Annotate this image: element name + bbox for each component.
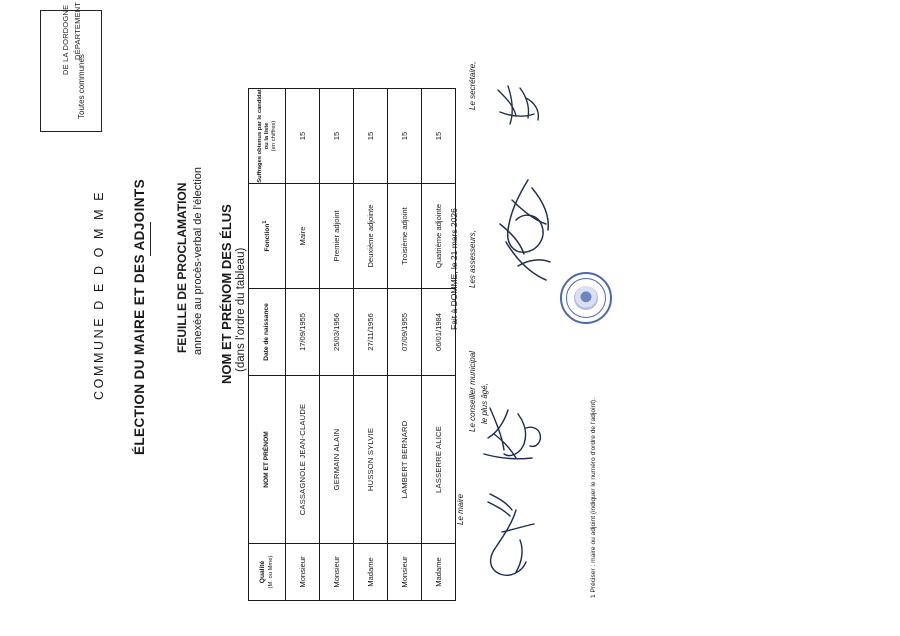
cell-suffrages: 15 <box>320 89 354 184</box>
cell-fonction: Premier adjoint <box>320 184 354 289</box>
stamp-emblem-icon <box>574 286 598 310</box>
department-line-1: DÉPARTEMENT <box>73 1 82 60</box>
col-qualite-label: Qualité <box>259 560 267 584</box>
cell-fonction: Maire <box>286 184 320 289</box>
table-row <box>354 89 388 601</box>
cell-naissance: 07/09/1955 <box>388 289 422 376</box>
cell-suffrages: 15 <box>388 89 422 184</box>
cell-suffrages: 15 <box>354 89 388 184</box>
col-nom <box>249 376 286 544</box>
col-qualite-sub: (M. ou Mme) <box>267 555 274 589</box>
title-separator <box>150 222 151 256</box>
assessor-signature-ink-1 <box>488 170 568 290</box>
col-suffrages <box>249 89 286 184</box>
proclamation-table-wrap <box>248 88 456 601</box>
place-date: Fait à DOMME, le 21 mars 2026 <box>449 208 459 330</box>
cell-naissance: 06/01/1984 <box>422 289 456 376</box>
col-qualite <box>249 544 286 601</box>
table-row <box>320 89 354 601</box>
cell-fonction: Troisième adjoint <box>388 184 422 289</box>
footnote: 1 Préciser : maire ou adjoint (indiquer le numéro d'ordre de l'adjoint). <box>590 397 597 598</box>
cell-suffrages: 15 <box>286 89 320 184</box>
elected-title: NOM ET PRÉNOM DES ÉLUS <box>219 204 234 384</box>
cell-nom: CASSAGNOLE JEAN-CLAUDE <box>286 376 320 544</box>
col-fonction-note: 1 <box>262 220 269 224</box>
sheet-title: FEUILLE DE PROCLAMATION <box>175 182 189 353</box>
col-fonction <box>249 184 286 289</box>
cell-qualite: Madame <box>354 544 388 601</box>
cell-nom: LAMBERT BERNARD <box>388 376 422 544</box>
col-date-label: Date de naissance <box>262 303 270 361</box>
cell-nom: LASSERRE ALICE <box>422 376 456 544</box>
table-row <box>286 89 320 601</box>
commune-box-label: Toutes communes <box>77 54 86 119</box>
cell-fonction: Deuxième adjointe <box>354 184 388 289</box>
col-fonction-label: Fonction <box>264 223 272 252</box>
col-date <box>249 289 286 376</box>
cell-nom: HUSSON SYLVIE <box>354 376 388 544</box>
cell-fonction: Quatrième adjointe <box>422 184 456 289</box>
col-nom-label: NOM ET PRÉNOM <box>262 431 270 488</box>
secretary-label: Le secrétaire, <box>468 61 477 110</box>
page-title: ÉLECTION DU MAIRE ET DES ADJOINTS <box>132 179 147 455</box>
table-header-row <box>249 89 286 601</box>
cell-qualite: Monsieur <box>320 544 354 601</box>
official-stamp <box>560 272 612 324</box>
elected-subtitle: (dans l'ordre du tableau) <box>235 247 247 372</box>
table-row <box>422 89 456 601</box>
cell-naissance: 17/09/1955 <box>286 289 320 376</box>
cell-qualite: Monsieur <box>286 544 320 601</box>
commune-box <box>40 10 102 132</box>
cell-qualite: Madame <box>422 544 456 601</box>
cell-naissance: 27/11/1956 <box>354 289 388 376</box>
assessors-label: Les assesseurs, <box>468 230 477 288</box>
proclamation-table <box>248 88 456 601</box>
elder-councillor-label-1: Le conseiller municipal <box>468 351 477 432</box>
department-line-2: DE LA DORDOGNE <box>61 4 70 75</box>
secretary-signature-ink <box>486 72 546 142</box>
commune-name: COMMUNE D E D O M M E <box>92 189 106 400</box>
col-suffrages-sub: (en chiffres) <box>270 120 277 152</box>
cell-nom: GERMAIN ALAIN <box>320 376 354 544</box>
cell-naissance: 25/03/1956 <box>320 289 354 376</box>
col-suffrages-label: Suffrages obtenus par le candidat ou la liste <box>256 89 270 183</box>
mayor-signature-label: Le maire <box>456 493 465 525</box>
cell-qualite: Monsieur <box>388 544 422 601</box>
sheet-subtitle: annexée au procès-verbal de l'élection <box>192 167 204 355</box>
mayor-signature-ink <box>472 480 552 590</box>
table-row <box>388 89 422 601</box>
cell-suffrages: 15 <box>422 89 456 184</box>
elder-councillor-label-2: le plus âgé, <box>480 383 489 424</box>
